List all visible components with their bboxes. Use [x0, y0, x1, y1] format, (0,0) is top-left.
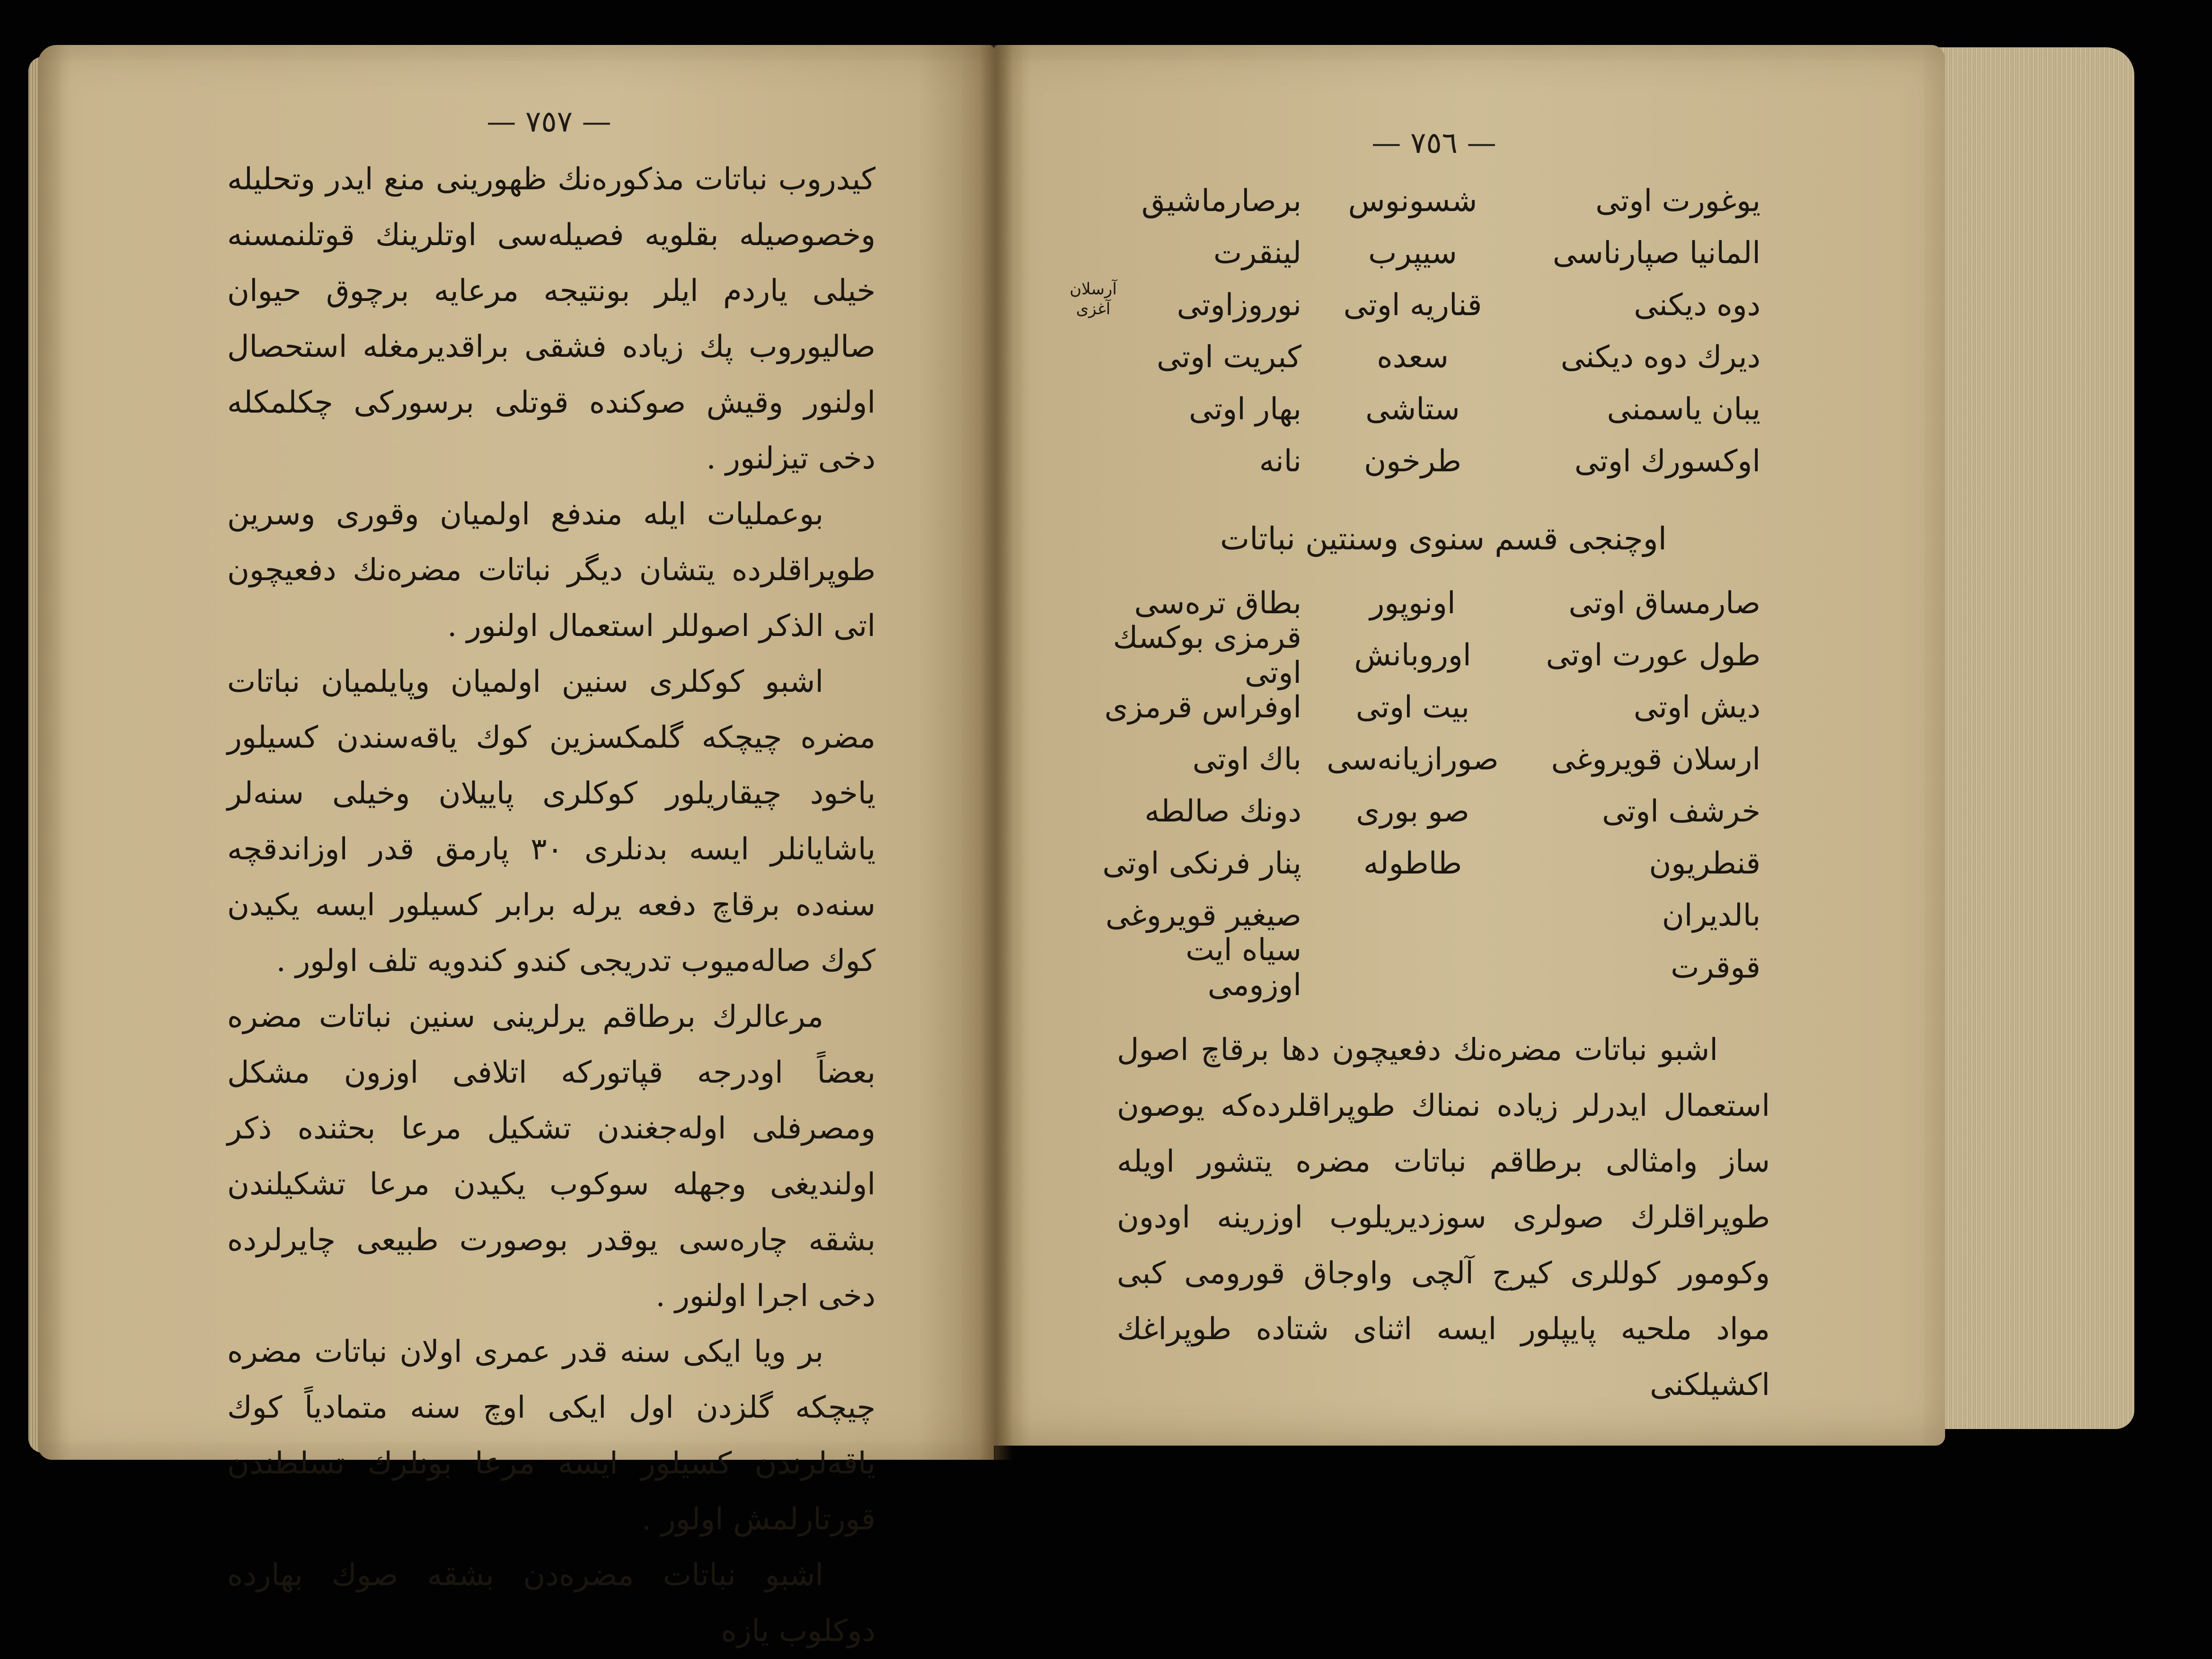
- plant-name: قنطريون: [1649, 846, 1761, 881]
- plant-name: برصارماشيق: [1141, 184, 1301, 219]
- book-gutter: [980, 45, 1013, 1460]
- plant-name: ديرك دوه ديكنى: [1560, 340, 1761, 375]
- plant-name: نانه: [1259, 444, 1301, 479]
- left-page-number: — ٧٥٧ —: [487, 104, 611, 139]
- plant-name: شسونوس: [1348, 184, 1478, 219]
- left-page-body: [227, 151, 876, 1659]
- plant-name: بهار اوتى: [1189, 392, 1301, 427]
- marginal-note: آرسلان آغزى: [1070, 280, 1117, 318]
- plant-name: بطاق تره‌سى: [1134, 586, 1301, 621]
- paragraph: اشبو نباتات مضره‌دن بشقه صوك بهارده دوكلوب يازه: [227, 1558, 876, 1649]
- plant-name: سياه ايت اوزومى: [1186, 933, 1301, 1003]
- table-row: [1088, 383, 1761, 435]
- table-row: [1088, 331, 1761, 383]
- table-row: [1088, 785, 1761, 838]
- plant-name: اوكسورك اوتى: [1574, 444, 1761, 479]
- plant-name: ديش اوتى: [1633, 690, 1761, 725]
- plant-name-table: [1070, 175, 1761, 487]
- paragraph: كيدروب نباتات مذكوره‌نك ظهورينى منع ايدر وتحليله وخصوصيله بقلويه فصيله‌سى اوتلرينك قوتلنمسنه خيلى ياردم ايلر بونتيجه مرعايه برچوق حيوان صاليوروب پك زياده فشقى براقديرمغله استحصال اولنور وقيش صوكنده قوتلى برسوركى چكلمكله دخى تيزلنور .: [227, 162, 876, 476]
- plant-name: صو بورى: [1356, 794, 1469, 829]
- section-heading: اوچنجى قسم سنوى وسنتين نباتات: [1220, 521, 1667, 557]
- plant-name: ستاشى: [1365, 392, 1460, 427]
- plant-name: بيت اوتى: [1355, 690, 1470, 725]
- paragraph: بر ويا ايكى سنه قدر عمرى اولان نباتات مضره چيچكه گلزدن اول ايكى اوچ سنه متمادياً كوك ياقه‌لرندن كسيلور ايسه مرعا بونلرك تسلطندن قورتارلمش اولور .: [227, 1334, 876, 1537]
- plant-name: قناريه اوتى: [1343, 288, 1482, 323]
- plant-name: [1070, 280, 1301, 323]
- plant-name: اوروبانش: [1354, 638, 1471, 673]
- plant-name: ارسلان قويروغى: [1551, 742, 1761, 777]
- paragraph: اشبو نباتات مضره‌نك دفعيچون دها برقاچ اصول استعمال ايدرلر زياده نمناك طوپراقلرده‌كه يوصون ساز وامثالى برطاقم نباتات مضره يتشور اويله طوپراقلرك صولرى سوزديريلوب اوزرينه اودون وكومور كوللرى كيرج آلچى واوجاق قورومى كبى مواد ملحيه پايپلور ايسه اثناى شتاده طوپراغك اكشيلكنى: [1117, 1032, 1770, 1403]
- plant-name: خرشف اوتى: [1602, 794, 1761, 829]
- plant-name-text: نوروزاوتى: [1177, 288, 1301, 323]
- table-row: [1088, 175, 1761, 227]
- paragraph: بوعمليات ايله مندفع اولميان وقورى وسرين طوپراقلرده يتشان ديگر نباتات مضره‌نك دفعيچون اتى الذكر اصوللر استعمال اولنور .: [227, 497, 876, 644]
- plant-name: قوقرت: [1671, 950, 1761, 985]
- table-row: [1088, 838, 1761, 890]
- table-row: [1088, 933, 1761, 1003]
- plant-name: صارمساق اوتى: [1568, 586, 1761, 621]
- plant-name: طرخون: [1364, 444, 1461, 479]
- right-page-body: [1117, 1022, 1770, 1413]
- plant-name: طاطوله: [1363, 846, 1462, 881]
- table-row: [1070, 279, 1761, 331]
- plant-name: سيپرب: [1368, 236, 1457, 271]
- plant-name: پنار فرنكى اوتى: [1102, 846, 1301, 881]
- plant-name: طول عورت اوتى: [1546, 638, 1761, 673]
- plant-name: يبان ياسمنى: [1607, 392, 1761, 427]
- plant-name: يوغورت اوتى: [1595, 184, 1761, 219]
- plant-name-table-2: [1088, 577, 1761, 1003]
- plant-name: المانيا صپارناسى: [1552, 236, 1761, 271]
- right-page-edges: [1931, 47, 2134, 1429]
- plant-name: اوفراس قرمزى: [1104, 690, 1301, 725]
- plant-name: كبريت اوتى: [1157, 340, 1301, 375]
- paragraph: مرعالرك برطاقم يرلرينى سنين نباتات مضره بعضاً اودرجه قپاتوركه اتلافى اوزون مشكل ومصرفلى اوله‌جغندن تشكيل مرعا بحثنده ذكر اولنديغى وجهله سوكوب يكيدن مرعا تشكيلندن بشقه چاره‌سى يوقدر بوصورت طبيعى چايرلرده دخى اجرا اولنور .: [227, 999, 876, 1314]
- table-row: [1088, 620, 1761, 690]
- plant-name: دوه ديكنى: [1634, 288, 1761, 323]
- plant-name: صورازيانه‌سى: [1327, 742, 1499, 777]
- table-row: [1088, 227, 1761, 279]
- plant-name: باك اوتى: [1192, 742, 1301, 777]
- right-page-number: — ٧٥٦ —: [1371, 125, 1496, 160]
- paragraph: اشبو كوكلرى سنين اولميان وپايلميان نباتات مضره چيچكه گلمكسزين كوك ياقه‌سندن كسيلور ياخود چيقاريلور كوكلرى پاييلان وخيلى سنه‌لر ياشايانلر ايسه بدنلرى ٣٠ پارمق قدر اوزاندقچه سنه‌ده برقاچ دفعه يرله برابر كسيلور ايسه يكيدن كوك صاله‌ميوب تدريجى كندو كندويه تلف اولور .: [227, 664, 876, 979]
- plant-name: سعده: [1377, 340, 1449, 375]
- plant-name: دونك صالطه: [1144, 794, 1301, 829]
- table-row: [1088, 733, 1761, 785]
- plant-name: بالديران: [1662, 898, 1761, 933]
- plant-name: قرمزى بوكسك اوتى: [1113, 620, 1301, 690]
- plant-name: اونوپور: [1370, 586, 1456, 621]
- plant-name: لينقرت: [1213, 236, 1301, 271]
- plant-name: صيغير قويروغى: [1106, 898, 1301, 933]
- table-row: [1088, 435, 1761, 487]
